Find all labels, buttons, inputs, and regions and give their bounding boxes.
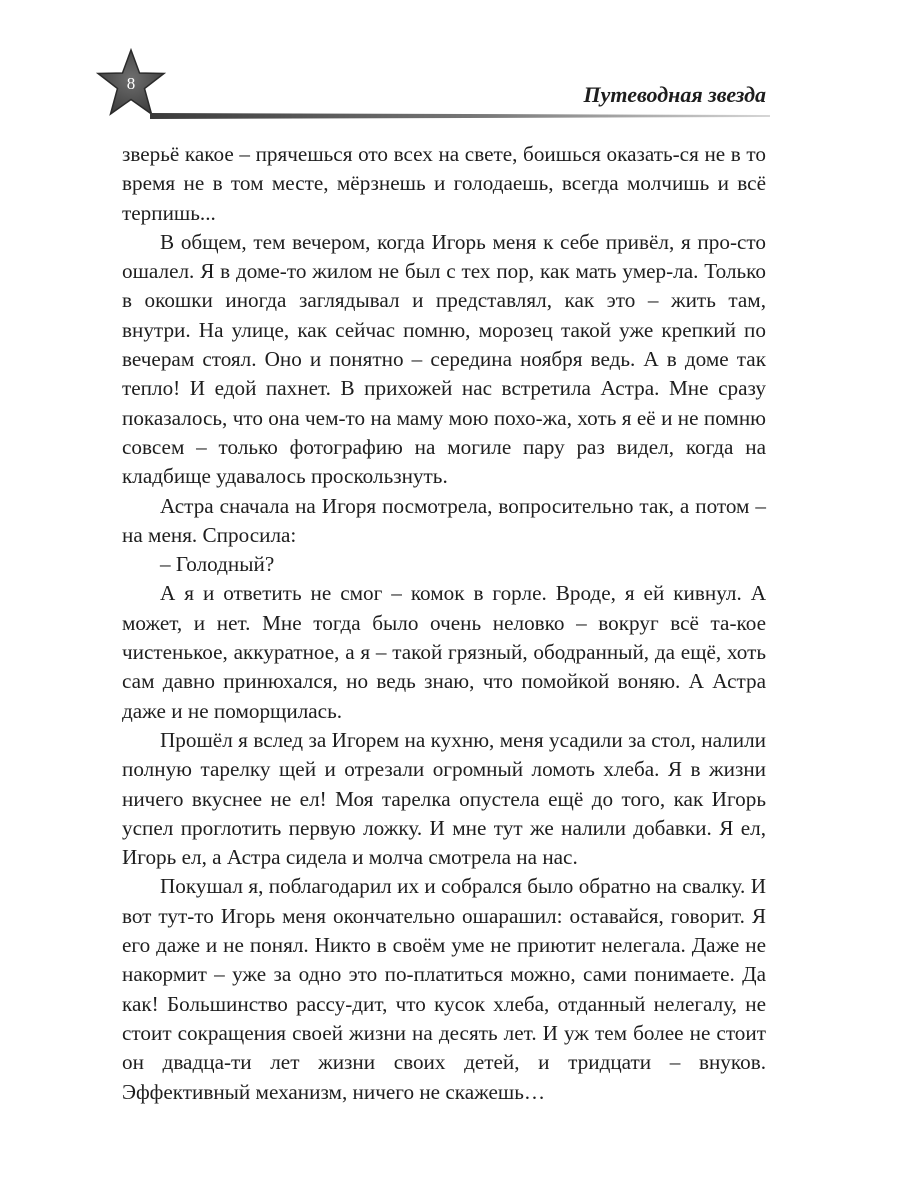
header-rule bbox=[150, 110, 770, 120]
paragraph: Покушал я, поблагодарил их и собрался было обратно на свалку. И вот тут-то Игорь меня окончательно ошарашил: оставайся, говорит. Я его даже и не понял. Никто в своём уме не приютит нелегала. Даже не накормит – уже за одно это по-платиться можно, сами понимаете. Да как! Большинство рассу-дит, что кусок хлеба, отданный нелегалу, не стоит сокращения своей жизни на десять лет. И уж тем более не стоит он двадца-ти лет жизни своих детей, и тридцати – внуков. Эффективный механизм, ничего не скажешь… bbox=[122, 874, 766, 1104]
paragraph: Астра сначала на Игоря посмотрела, вопросительно так, а потом – на меня. Спросила: bbox=[122, 493, 766, 547]
page-number: 8 bbox=[126, 74, 136, 93]
paragraph: Прошёл я вслед за Игорем на кухню, меня усадили за стол, налили полную тарелку щей и отрезали огромный ломоть хлеба. Я в жизни ничего вкуснее не ел! Моя тарелка опустела ещё до того, как Игорь успел проглотить первую ложку. И мне тут же налили добавки. Я ел, Игорь ел, а Астра сидела и молча смотрела на нас. bbox=[122, 727, 766, 870]
paragraph: зверьё какое – прячешься ото всех на свете, боишься оказать-ся не в то время не в том месте, мёрзнешь и голодаешь, всегда молчишь и всё терпишь... bbox=[122, 142, 766, 225]
paragraph: В общем, тем вечером, когда Игорь меня к себе привёл, я про-сто ошалел. Я в доме-то жилом не был с тех пор, как мать умер-ла. Только в окошки иногда заглядывал и представлял, как это – жить там, внутри. На улице, как сейчас помню, морозец такой уже крепкий по вечерам стоял. Оно и понятно – середина ноября ведь. А в доме так тепло! И едой пахнет. В прихожей нас встретила Астра. Мне сразу показалось, что она чем-то на маму мою похо-жа, хоть я её и не помню совсем – только фотографию на могиле пару раз видел, когда на кладбище удавалось проскользнуть. bbox=[122, 229, 766, 489]
paragraph: А я и ответить не смог – комок в горле. Вроде, я ей кивнул. А может, и нет. Мне тогда было очень неловко – вокруг всё та-кое чистенькое, аккуратное, а я – такой грязный, ободранный, да ещё, хоть сам давно принюхался, но ведь знаю, что помойкой воняю. А Астра даже и не поморщилась. bbox=[122, 581, 766, 723]
running-title: Путеводная звезда bbox=[583, 82, 766, 107]
dialog-line: – Голодный? bbox=[160, 552, 275, 577]
body-text bbox=[122, 140, 766, 1107]
page-header bbox=[0, 0, 900, 130]
